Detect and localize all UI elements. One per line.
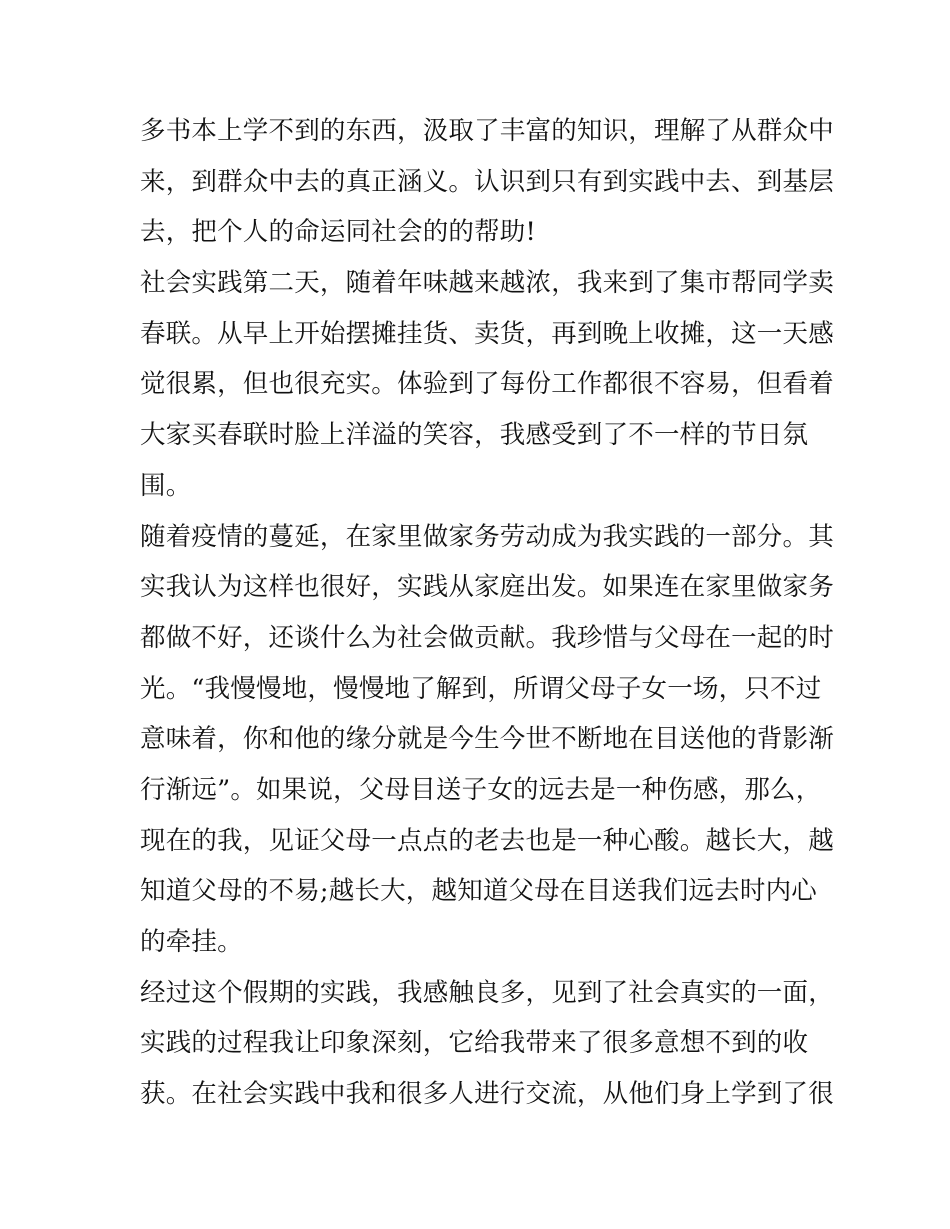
text-line: 获。在社会实践中我和很多人进行交流，从他们身上学到了很 bbox=[140, 1079, 834, 1110]
text-line: 经过这个假期的实践，我感触良多，见到了社会真实的一面， bbox=[140, 977, 834, 1008]
text-line: 意味着，你和他的缘分就是今生今世不断地在目送他的背影渐 bbox=[140, 724, 834, 755]
text-line: 来，到群众中去的真正涵义。认识到只有到实践中去、到基层 bbox=[140, 166, 834, 197]
text-line: 社会实践第二天，随着年味越来越浓，我来到了集市帮同学卖 bbox=[140, 268, 834, 299]
text-line: 随着疫情的蔓延，在家里做家务劳动成为我实践的一部分。其 bbox=[140, 521, 834, 552]
text-line: 实践的过程我让印象深刻，它给我带来了很多意想不到的收 bbox=[140, 1028, 809, 1059]
text-line: 实我认为这样也很好，实践从家庭出发。如果连在家里做家务 bbox=[140, 572, 834, 603]
text-line: 围。 bbox=[140, 470, 192, 501]
text-line: 光。“我慢慢地，慢慢地了解到，所谓父母子女一场，只不过 bbox=[140, 673, 822, 704]
text-line: 大家买春联时脸上洋溢的笑容，我感受到了不一样的节日氛 bbox=[140, 420, 809, 451]
text-line: 行渐远”。如果说，父母目送子女的远去是一种伤感，那么， bbox=[140, 774, 822, 805]
text-line: 觉很累，但也很充实。体验到了每份工作都很不容易，但看着 bbox=[140, 369, 834, 400]
text-line: 去，把个人的命运同社会的的帮助! bbox=[140, 217, 536, 248]
text-line: 现在的我，见证父母一点点的老去也是一种心酸。越长大，越 bbox=[140, 825, 834, 856]
text-line: 都做不好，还谈什么为社会做贡献。我珍惜与父母在一起的时 bbox=[140, 622, 834, 653]
text-line: 春联。从早上开始摆摊挂货、卖货，再到晚上收摊，这一天感 bbox=[140, 318, 834, 349]
text-line: 知道父母的不易;越长大，越知道父母在目送我们远去时内心 bbox=[140, 876, 817, 907]
document-body bbox=[140, 106, 834, 1120]
text-line: 的牵挂。 bbox=[140, 927, 243, 957]
text-line: 多书本上学不到的东西，汲取了丰富的知识，理解了从群众中 bbox=[140, 116, 834, 146]
